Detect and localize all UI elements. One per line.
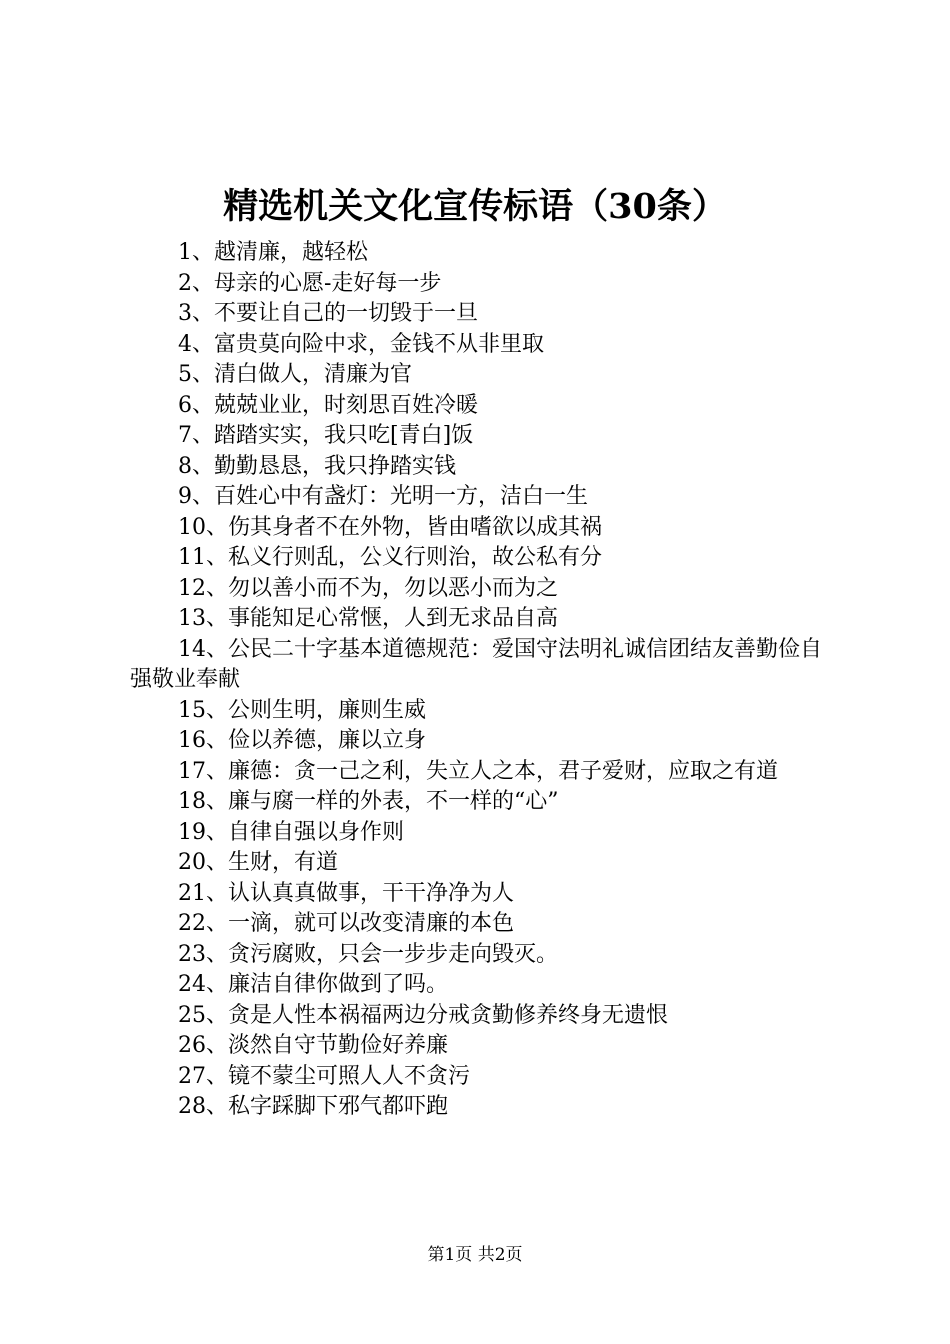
slogan-item: 6、兢兢业业，时刻思百姓冷暖 xyxy=(178,392,478,418)
slogan-item: 26、淡然自守节勤俭好养廉 xyxy=(178,1033,448,1058)
slogan-item: 5、清白做人，清廉为官 xyxy=(178,362,412,387)
slogan-item: 24、廉洁自律你做到了吗。 xyxy=(178,972,448,997)
slogan-item: 1、越清廉，越轻松 xyxy=(178,240,368,265)
slogan-item: 11、私义行则乱，公义行则治，故公私有分 xyxy=(178,545,602,570)
slogan-item: 14、公民二十字基本道德规范：爱国守法明礼诚信团结友善勤俭自强敬业奉献 xyxy=(130,636,822,692)
slogan-item: 12、勿以善小而不为，勿以恶小而为之 xyxy=(178,575,558,601)
slogan-item: 19、自律自强以身作则 xyxy=(178,819,404,845)
slogan-item: 27、镜不蒙尘可照人人不贪污 xyxy=(178,1063,470,1089)
slogan-item: 22、一滴，就可以改变清廉的本色 xyxy=(178,911,514,936)
slogan-item: 9、百姓心中有盏灯：光明一方，洁白一生 xyxy=(178,484,588,509)
slogan-item: 20、生财，有道 xyxy=(178,850,338,875)
slogan-item: 21、认认真真做事，干干净净为人 xyxy=(178,880,514,906)
slogan-item: 10、伤其身者不在外物，皆由嗜欲以成其祸 xyxy=(178,514,602,540)
slogan-item: 4、富贵莫向险中求，金钱不从非里取 xyxy=(178,331,544,357)
slogan-item: 17、廉德：贪一己之利，失立人之本，君子爱财，应取之有道 xyxy=(178,758,778,784)
slogan-item: 23、贪污腐败，只会一步步走向毁灭。 xyxy=(178,941,558,967)
slogan-item: 25、贪是人性本祸福两边分戒贪勤修养终身无遗恨 xyxy=(178,1002,668,1028)
slogan-item: 15、公则生明，廉则生威 xyxy=(178,697,426,723)
slogan-item: 8、勤勤恳恳，我只挣踏实钱 xyxy=(178,453,456,479)
slogan-item: 2、母亲的心愿-走好每一步 xyxy=(178,270,442,296)
slogan-item: 3、不要让自己的一切毁于一旦 xyxy=(178,301,478,326)
document-title: 精选机关文化宣传标语（30条） xyxy=(223,186,727,227)
slogan-item: 18、廉与腐一样的外表，不一样的“心” xyxy=(178,789,559,814)
slogan-item: 28、私字踩脚下邪气都吓跑 xyxy=(178,1094,448,1119)
slogan-item: 13、事能知足心常惬，人到无求品自高 xyxy=(178,606,558,631)
slogan-list xyxy=(130,238,835,1123)
slogan-item: 7、踏踏实实，我只吃[青白]饭 xyxy=(178,423,474,448)
page-number-footer: 第1页 共2页 xyxy=(427,1245,523,1265)
slogan-item: 16、俭以养德，廉以立身 xyxy=(178,728,426,753)
